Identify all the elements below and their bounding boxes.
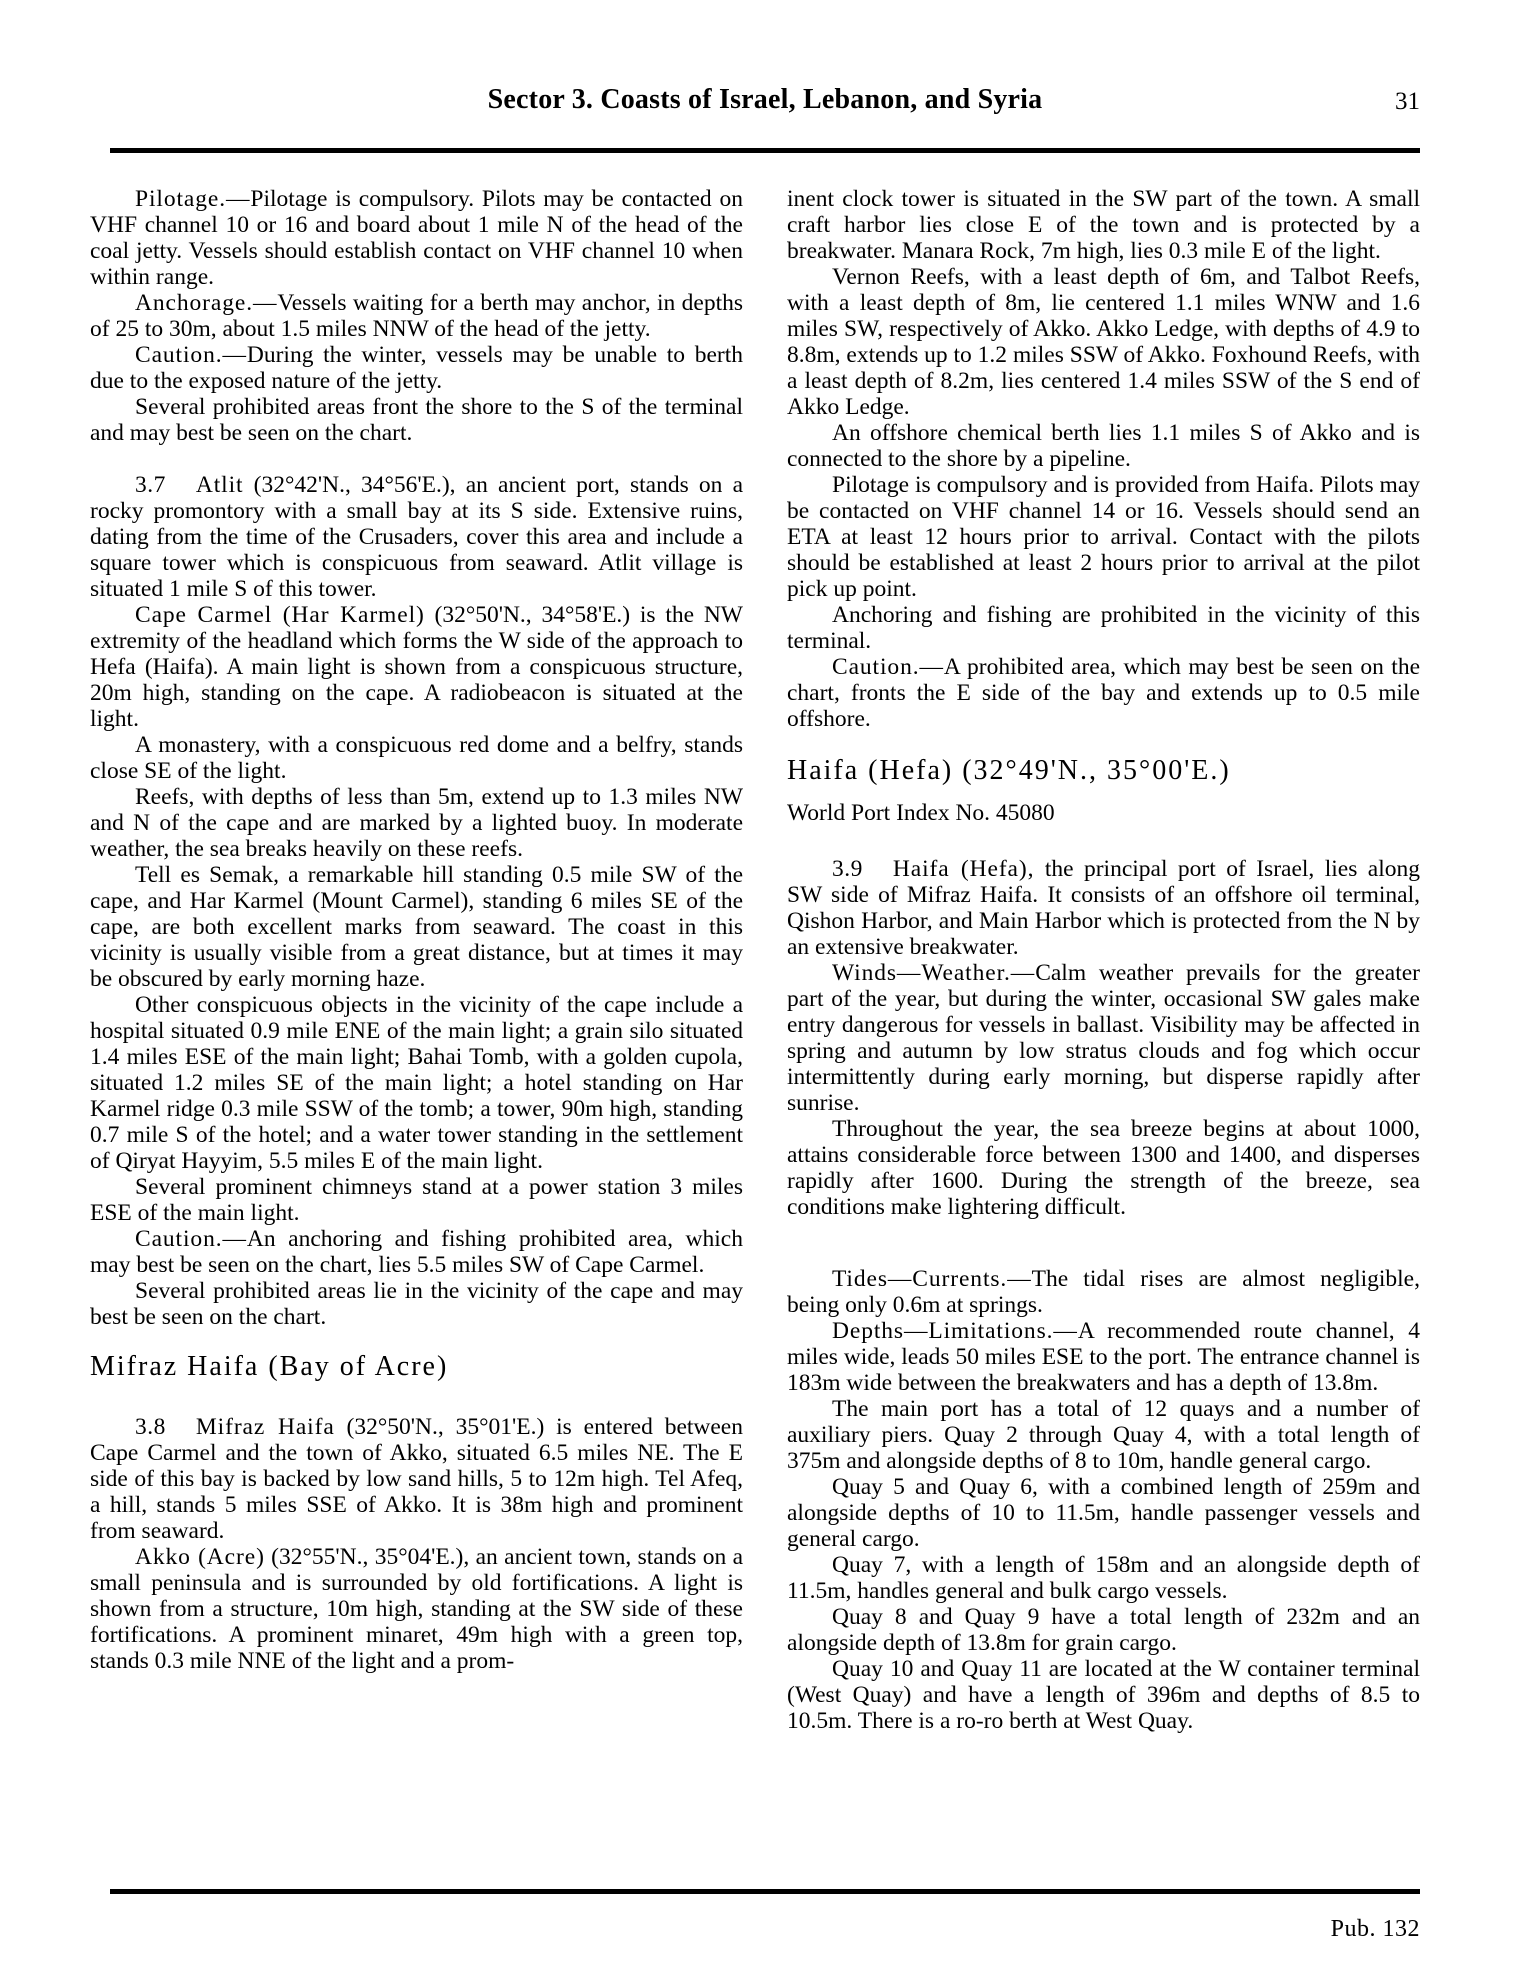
paragraph-lead: Tides—Currents.— (832, 1266, 1032, 1292)
section-heading: Mifraz Haifa (Bay of Acre) (90, 1351, 449, 1382)
paragraph-text: the principal port of Israel, lies along SW side of Mifraz Haifa. It consists of an offshore oil terminal, Qishon Harbor, and Main Harbor which is protected from the N by an extensive breakwater. (787, 856, 1420, 960)
paragraph-text: A recommended route channel, 4 miles wide, leads 50 miles ESE to the port. The entrance channel is 183m wide between the breakwaters and has a depth of 13.8m. (787, 1318, 1420, 1396)
paragraph-text: Reefs, with depths of less than 5m, extend up to 1.3 miles NW and N of the cape and are marked by a lighted buoy. In moderate weather, the sea breaks heavily on these reefs. (90, 784, 743, 862)
page-number: 31 (1395, 88, 1420, 115)
paragraph-text: Several prominent chimneys stand at a power station 3 miles ESE of the main light. (90, 1174, 743, 1226)
paragraph (787, 654, 1420, 732)
paragraph (90, 1414, 743, 1544)
section-heading: Haifa (Hefa) (32°49'N., 35°00'E.) (787, 755, 1231, 786)
paragraph (787, 1552, 1420, 1604)
document-title: Sector 3. Coasts of Israel, Lebanon, and Syria (487, 84, 1043, 115)
paragraph (787, 1656, 1420, 1734)
paragraph-text: Calm weather prevails for the greater part of the year, but during the winter, occasional SW gales make entry dangerous for vessels in ballast. Visibility may be affected in spring and autumn by low stratus clouds and fog which occur intermittently during early morning, but disperse rapidly after sunrise. (787, 960, 1420, 1116)
paragraph-lead: Haifa (Hefa), (892, 856, 1035, 882)
text-columns (90, 186, 1420, 1734)
paragraph (90, 394, 743, 446)
paragraph-text: An anchoring and fishing prohibited area, which may best be seen on the chart, lies 5.5 miles SW of Cape Carmel. (90, 1226, 743, 1278)
paragraph (90, 992, 743, 1174)
paragraph (90, 602, 743, 732)
paragraph (90, 290, 743, 342)
paragraph-number: 3.9 (832, 856, 863, 882)
paragraph-text: The tidal rises are almost negligible, being only 0.6m at springs. (787, 1266, 1420, 1318)
paragraph-text: Quay 5 and Quay 6, with a combined length of 259m and alongside depths of 10 to 11.5m, handle passenger vessels and general cargo. (787, 1474, 1420, 1552)
paragraph-text: During the winter, vessels may be unable to berth due to the exposed nature of the jetty. (90, 342, 743, 394)
paragraph (787, 602, 1420, 654)
paragraph (90, 1278, 743, 1330)
paragraph-lead: Caution.— (135, 1226, 247, 1252)
paragraph (787, 264, 1420, 420)
paragraph-text: (32°42'N., 34°56'E.), an ancient port, stands on a rocky promontory with a small bay at its S side. Extensive ruins, dating from the time of the Crusaders, cover this area and include a square tower which is conspicuous from seaward. Atlit village is situated 1 mile S of this tower. (90, 472, 743, 602)
paragraph (90, 342, 743, 394)
paragraph (90, 732, 743, 784)
paragraph-text: The main port has a total of 12 quays and a number of auxiliary piers. Quay 2 through Quay 4, with a total length of 375m and alongside depths of 8 to 10m, handle general cargo. (787, 1396, 1420, 1474)
paragraph-text: Quay 8 and Quay 9 have a total length of 232m and an alongside depth of 13.8m for grain cargo. (787, 1604, 1420, 1656)
paragraph-text: (32°55'N., 35°04'E.), an ancient town, stands on a small peninsula and is surrounded by old fortifications. A light is shown from a structure, 10m high, standing at the SW side of these fortifications. A prominent minaret, 49m high with a green top, stands 0.3 mile NNE of the light and a prom- (90, 1544, 743, 1674)
paragraph-text: A prohibited area, which may best be seen on the chart, fronts the E side of the bay and extends up to 0.5 mile offshore. (787, 654, 1420, 732)
paragraph (787, 960, 1420, 1116)
paragraph (787, 1396, 1420, 1474)
paragraph-number: 3.7 (135, 472, 166, 498)
paragraph (787, 1474, 1420, 1552)
paragraph (90, 1174, 743, 1226)
paragraph-text: Tell es Semak, a remarkable hill standing 0.5 mile SW of the cape, and Har Karmel (Mount Carmel), standing 6 miles SE of the cape, are both excellent marks from seaward. The coast in this vicinity is usually visible from a great distance, but at times it may be obscured by early morning haze. (90, 862, 743, 992)
paragraph-lead: Mifraz Haifa (195, 1414, 335, 1440)
paragraph-text: Several prohibited areas front the shore to the S of the terminal and may best be seen on the chart. (90, 394, 743, 446)
publication-number: Pub. 132 (1330, 1916, 1420, 1942)
paragraph (787, 1266, 1420, 1318)
paragraph-text: Vernon Reefs, with a least depth of 6m, and Talbot Reefs, with a least depth of 8m, lie centered 1.1 miles WNW and 1.6 miles SW, respectively of Akko. Akko Ledge, with depths of 4.9 to 8.8m, extends up to 1.2 miles SSW of Akko. Foxhound Reefs, with a least depth of 8.2m, lies centered 1.4 miles SSW of the S end of Akko Ledge. (787, 264, 1420, 420)
header-rule (110, 148, 1420, 153)
paragraph-lead: Winds—Weather.— (832, 960, 1036, 986)
paragraph-text: (32°50'N., 34°58'E.) is the NW extremity of the headland which forms the W side of the approach to Hefa (Haifa). A main light is shown from a conspicuous structure, 20m high, standing on the cape. A radiobeacon is situated at the light. (90, 602, 743, 732)
paragraph-text: Quay 7, with a length of 158m and an alongside depth of 11.5m, handles general and bulk cargo vessels. (787, 1552, 1420, 1604)
paragraph-lead: Atlit (195, 472, 244, 498)
footer-rule (110, 1889, 1420, 1894)
right-column (787, 186, 1420, 1734)
paragraph (90, 1544, 743, 1674)
paragraph (787, 1604, 1420, 1656)
paragraph-lead: Caution.— (135, 342, 247, 368)
paragraph (90, 472, 743, 602)
paragraph-text: Several prohibited areas lie in the vicinity of the cape and may best be seen on the chart. (90, 1278, 743, 1330)
paragraph-lead: Anchorage.— (135, 290, 278, 316)
paragraph-text: Pilotage is compulsory and is provided from Haifa. Pilots may be contacted on VHF channel 14 or 16. Vessels should send an ETA at least 12 hours prior to arrival. Contact with the pilots should be established at least 2 hours prior to arrival at the pilot pick up point. (787, 472, 1420, 602)
paragraph (787, 186, 1420, 264)
paragraph (90, 1226, 743, 1278)
paragraph (90, 784, 743, 862)
paragraph-text: Other conspicuous objects in the vicinity of the cape include a hospital situated 0.9 mile ENE of the main light; a grain silo situated 1.4 miles ESE of the main light; Bahai Tomb, with a golden cupola, situated 1.2 miles SE of the main light; a hotel standing on Har Karmel ridge 0.3 mile SSW of the tomb; a tower, 90m high, standing 0.7 mile S of the hotel; and a water tower standing in the settlement of Qiryat Hayyim, 5.5 miles E of the main light. (90, 992, 743, 1174)
paragraph-lead: Akko (Acre) (135, 1544, 265, 1570)
paragraph-text: (32°50'N., 35°01'E.) is entered between Cape Carmel and the town of Akko, situated 6.5 miles NE. The E side of this bay is backed by low sand hills, 5 to 12m high. Tel Afeq, a hill, stands 5 miles SSE of Akko. It is 38m high and prominent from seaward. (90, 1414, 743, 1544)
paragraph-text: Throughout the year, the sea breeze begins at about 1000, attains considerable force between 1300 and 1400, and disperses rapidly after 1600. During the strength of the breeze, sea conditions make lightering difficult. (787, 1116, 1420, 1220)
paragraph (787, 856, 1420, 960)
paragraph (90, 862, 743, 992)
paragraph-text: A monastery, with a conspicuous red dome and a belfry, stands close SE of the light. (90, 732, 743, 784)
paragraph (787, 420, 1420, 472)
paragraph-lead: Cape Carmel (Har Karmel) (135, 602, 425, 628)
paragraph-text: Anchoring and fishing are prohibited in the vicinity of this terminal. (787, 602, 1420, 654)
left-column (90, 186, 743, 1734)
paragraph-lead: Pilotage.— (135, 186, 251, 212)
paragraph (787, 472, 1420, 602)
paragraph (90, 186, 743, 290)
world-port-index: World Port Index No. 45080 (787, 800, 1055, 826)
paragraph-lead: Caution.— (832, 654, 944, 680)
paragraph (787, 1318, 1420, 1396)
paragraph-text: inent clock tower is situated in the SW part of the town. A small craft harbor lies close E of the town and is protected by a breakwater. Manara Rock, 7m high, lies 0.3 mile E of the light. (787, 186, 1420, 264)
paragraph-text: Quay 10 and Quay 11 are located at the W container terminal (West Quay) and have a length of 396m and depths of 8.5 to 10.5m. There is a ro-ro berth at West Quay. (787, 1656, 1420, 1734)
paragraph-lead: Depths—Limitations.— (832, 1318, 1078, 1344)
paragraph (787, 1116, 1420, 1220)
paragraph-text: Pilotage is compulsory. Pilots may be contacted on VHF channel 10 or 16 and board about 1 mile N of the head of the coal jetty. Vessels should establish contact on VHF channel 10 when within range. (90, 186, 743, 290)
paragraph-text: An offshore chemical berth lies 1.1 miles S of Akko and is connected to the shore by a pipeline. (787, 420, 1420, 472)
paragraph-number: 3.8 (135, 1414, 166, 1440)
paragraph-text: Vessels waiting for a berth may anchor, in depths of 25 to 30m, about 1.5 miles NNW of the head of the jetty. (90, 290, 743, 342)
